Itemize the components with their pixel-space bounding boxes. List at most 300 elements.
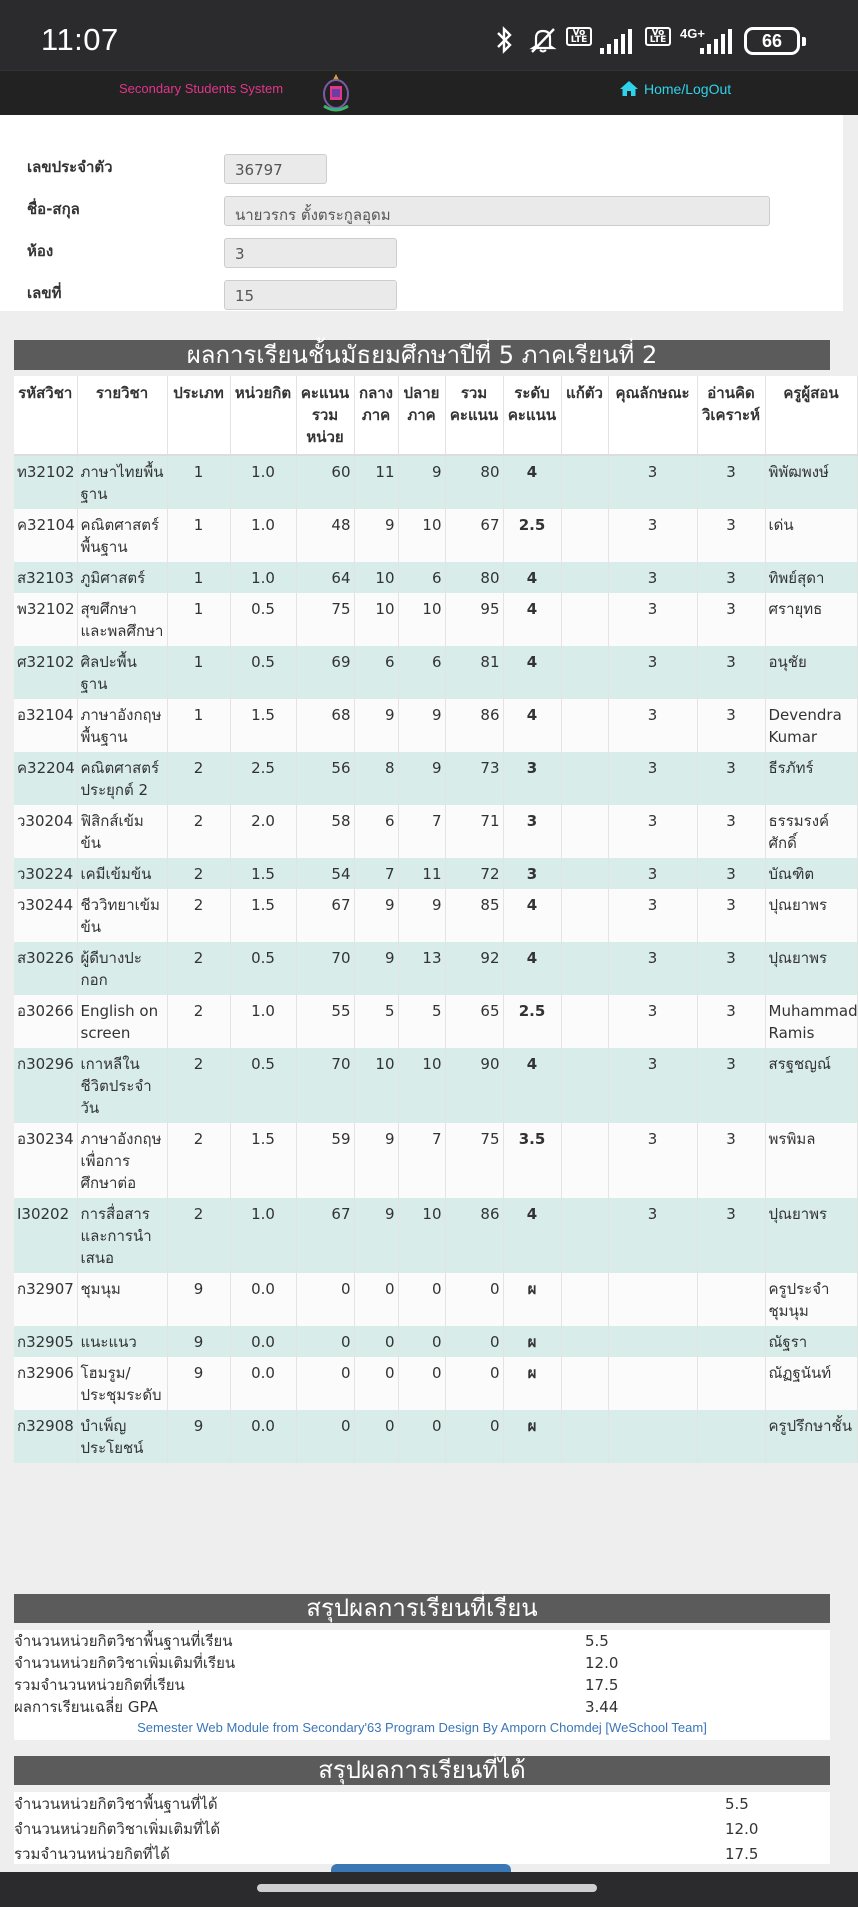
cell-read: 3: [697, 455, 765, 509]
cell-total: 85: [445, 889, 503, 942]
cell-type: 1: [167, 593, 230, 646]
column-header-final: ปลายภาค: [398, 376, 445, 455]
cell-type: 9: [167, 1410, 230, 1463]
summary-label: จำนวนหน่วยกิตวิชาเพิ่มเติมที่เรียน: [14, 1654, 236, 1672]
cell-total: 80: [445, 455, 503, 509]
cell-total: 73: [445, 752, 503, 805]
column-header-mid: กลางภาค: [354, 376, 398, 455]
cell-name: คณิตศาสตร์พื้นฐาน: [77, 509, 167, 562]
cell-char: [608, 1410, 697, 1463]
cell-unit: 67: [296, 1198, 354, 1273]
cell-code: ก32906: [14, 1357, 77, 1410]
network-type: 4G+: [680, 26, 705, 41]
cell-final: 6: [398, 562, 445, 593]
cell-final: 9: [398, 752, 445, 805]
cell-retake: [561, 1048, 608, 1123]
column-header-total: รวมคะแนน: [445, 376, 503, 455]
cell-final: 6: [398, 646, 445, 699]
credit-line[interactable]: Semester Web Module from Secondary'63 Program Design By Amporn Chomdej [WeSchool Team]: [137, 1720, 707, 1735]
cell-unit: 64: [296, 562, 354, 593]
battery-icon: 66: [744, 27, 800, 55]
student-info-panel: [0, 115, 843, 311]
cell-unit: 0: [296, 1273, 354, 1326]
cell-unit: 48: [296, 509, 354, 562]
cell-read: 3: [697, 858, 765, 889]
cell-read: 3: [697, 1123, 765, 1198]
cell-credit: 1.0: [230, 562, 296, 593]
cell-type: 1: [167, 509, 230, 562]
cell-retake: [561, 995, 608, 1048]
cell-grade: 4: [503, 699, 561, 752]
cell-type: 2: [167, 942, 230, 995]
home-logout-link[interactable]: [620, 81, 731, 97]
cell-total: 0: [445, 1326, 503, 1357]
cell-unit: 58: [296, 805, 354, 858]
table-row: [14, 1326, 857, 1357]
summary-row: [14, 1696, 830, 1718]
cell-code: ว30204: [14, 805, 77, 858]
cell-final: 9: [398, 889, 445, 942]
volte-text-2: Vo LTE: [649, 28, 667, 45]
column-header-unit: คะแนนรวมหน่วย: [296, 376, 354, 455]
cell-final: 13: [398, 942, 445, 995]
cell-teacher: ปุณยาพร: [765, 1198, 857, 1273]
summary-label: ผลการเรียนเฉลี่ย GPA: [14, 1698, 158, 1716]
cell-mid: 10: [354, 562, 398, 593]
cell-grade: 4: [503, 889, 561, 942]
cell-grade: ผ: [503, 1410, 561, 1463]
volte-text: Vo LTE: [570, 28, 588, 45]
cell-unit: 0: [296, 1410, 354, 1463]
cell-read: 3: [697, 752, 765, 805]
cell-char: [608, 1357, 697, 1410]
bottom-button[interactable]: [331, 1864, 511, 1872]
cell-final: 11: [398, 858, 445, 889]
cell-grade: 4: [503, 1198, 561, 1273]
student-id-field: 36797: [224, 154, 327, 184]
cell-teacher: อนุชัย: [765, 646, 857, 699]
cell-teacher: ปุณยาพร: [765, 942, 857, 995]
cell-teacher: สรฐชญณ์: [765, 1048, 857, 1123]
cell-code: ก32907: [14, 1273, 77, 1326]
cell-teacher: ปุณยาพร: [765, 889, 857, 942]
cell-final: 0: [398, 1273, 445, 1326]
cell-final: 7: [398, 1123, 445, 1198]
column-header-credit: หน่วยกิต: [230, 376, 296, 455]
cell-mid: 10: [354, 1048, 398, 1123]
cell-char: 3: [608, 858, 697, 889]
table-row: [14, 1410, 857, 1463]
signal-icon: [598, 26, 638, 56]
cell-name: แนะแนว: [77, 1326, 167, 1357]
cell-char: 3: [608, 889, 697, 942]
summary-value: 5.5: [725, 1795, 749, 1813]
brand-title[interactable]: Secondary Students System: [119, 81, 284, 96]
table-row: [14, 1048, 857, 1123]
cell-final: 0: [398, 1357, 445, 1410]
cell-name: ฟิสิกส์เข้มข้น: [77, 805, 167, 858]
cell-code: ว30224: [14, 858, 77, 889]
student-id-label: เลขประจำตัว: [27, 158, 113, 176]
summary-studied-heading: สรุปผลการเรียนที่เรียน: [14, 1594, 830, 1623]
cell-final: 10: [398, 1198, 445, 1273]
cell-teacher: Muhammad Ramis: [765, 995, 857, 1048]
cell-credit: 0.5: [230, 646, 296, 699]
cell-read: 3: [697, 562, 765, 593]
student-name-label: ชื่อ-สกุล: [27, 200, 80, 218]
cell-char: 3: [608, 593, 697, 646]
cell-teacher: ทิพย์สุดา: [765, 562, 857, 593]
cell-read: 3: [697, 1048, 765, 1123]
table-row: [14, 646, 857, 699]
cell-code: ค32204: [14, 752, 77, 805]
cell-grade: 4: [503, 646, 561, 699]
cell-read: 3: [697, 942, 765, 995]
cell-grade: 2.5: [503, 995, 561, 1048]
table-row: [14, 995, 857, 1048]
cell-grade: ผ: [503, 1273, 561, 1326]
cell-type: 1: [167, 562, 230, 593]
cell-read: [697, 1410, 765, 1463]
cell-credit: 1.5: [230, 889, 296, 942]
cell-unit: 67: [296, 889, 354, 942]
cell-teacher: ณัฐรา: [765, 1326, 857, 1357]
cell-credit: 1.0: [230, 509, 296, 562]
cell-type: 2: [167, 889, 230, 942]
cell-total: 67: [445, 509, 503, 562]
summary-row: [14, 1792, 830, 1817]
cell-mid: 11: [354, 455, 398, 509]
cell-total: 0: [445, 1357, 503, 1410]
cell-retake: [561, 1357, 608, 1410]
cell-credit: 0.0: [230, 1357, 296, 1410]
cell-credit: 0.5: [230, 942, 296, 995]
cell-grade: 3: [503, 805, 561, 858]
cell-name: ศิลปะพื้นฐาน: [77, 646, 167, 699]
cell-char: 3: [608, 995, 697, 1048]
summary-label: จำนวนหน่วยกิตวิชาเพิ่มเติมที่ได้: [14, 1820, 221, 1838]
status-time: 11:07: [41, 22, 119, 57]
cell-total: 72: [445, 858, 503, 889]
cell-retake: [561, 562, 608, 593]
cell-name: ภาษาไทยพื้นฐาน: [77, 455, 167, 509]
cell-name: English on screen: [77, 995, 167, 1048]
cell-read: 3: [697, 995, 765, 1048]
cell-char: 3: [608, 1048, 697, 1123]
cell-read: 3: [697, 699, 765, 752]
cell-type: 2: [167, 805, 230, 858]
table-row: [14, 942, 857, 995]
table-row: [14, 455, 857, 509]
cell-grade: 3: [503, 858, 561, 889]
cell-retake: [561, 646, 608, 699]
cell-read: 3: [697, 1198, 765, 1273]
cell-mid: 0: [354, 1410, 398, 1463]
cell-char: 3: [608, 1198, 697, 1273]
cell-credit: 2.0: [230, 805, 296, 858]
cell-credit: 0.5: [230, 593, 296, 646]
cell-total: 92: [445, 942, 503, 995]
cell-teacher: Devendra Kumar: [765, 699, 857, 752]
cell-name: ภาษาอังกฤษพื้นฐาน: [77, 699, 167, 752]
cell-total: 65: [445, 995, 503, 1048]
table-row: [14, 805, 857, 858]
table-row: [14, 752, 857, 805]
summary-row: [14, 1674, 830, 1696]
cell-teacher: ครูปรึกษาชั้น: [765, 1410, 857, 1463]
cell-read: 3: [697, 889, 765, 942]
cell-final: 0: [398, 1410, 445, 1463]
bluetooth-icon: [494, 25, 516, 55]
cell-mid: 9: [354, 889, 398, 942]
cell-total: 71: [445, 805, 503, 858]
home-indicator[interactable]: [257, 1884, 597, 1892]
column-header-name: รายวิชา: [77, 376, 167, 455]
cell-total: 90: [445, 1048, 503, 1123]
summary-earned-heading: สรุปผลการเรียนที่ได้: [14, 1756, 830, 1785]
cell-code: ก32905: [14, 1326, 77, 1357]
cell-mid: 7: [354, 858, 398, 889]
cell-char: [608, 1326, 697, 1357]
cell-grade: 4: [503, 562, 561, 593]
table-row: [14, 1123, 857, 1198]
student-name-field: นายวรกร ตั้งตระกูลอุดม: [224, 196, 770, 226]
cell-name: โฮมรูม/ประชุมระดับ: [77, 1357, 167, 1410]
cell-final: 5: [398, 995, 445, 1048]
summary-value: 12.0: [725, 1820, 759, 1838]
cell-teacher: พรพิมล: [765, 1123, 857, 1198]
cell-code: พ32102: [14, 593, 77, 646]
cell-mid: 0: [354, 1273, 398, 1326]
cell-type: 2: [167, 1198, 230, 1273]
cell-credit: 1.5: [230, 1123, 296, 1198]
cell-unit: 55: [296, 995, 354, 1048]
cell-unit: 70: [296, 942, 354, 995]
cell-final: 10: [398, 1048, 445, 1123]
cell-type: 2: [167, 858, 230, 889]
navbar: [0, 70, 858, 115]
cell-retake: [561, 858, 608, 889]
cell-char: [608, 1273, 697, 1326]
cell-code: ส32103: [14, 562, 77, 593]
cell-credit: 0.0: [230, 1326, 296, 1357]
cell-credit: 1.0: [230, 1198, 296, 1273]
summary-row: [14, 1652, 830, 1674]
summary-value: 3.44: [585, 1698, 619, 1716]
table-row: [14, 593, 857, 646]
cell-grade: 4: [503, 455, 561, 509]
room-label: ห้อง: [27, 242, 54, 260]
cell-retake: [561, 699, 608, 752]
summary-row: [14, 1630, 830, 1652]
column-header-char: คุณลักษณะ: [608, 376, 697, 455]
home-logout-label: Home/LogOut: [644, 81, 732, 97]
mute-icon: [528, 25, 558, 55]
cell-credit: 2.5: [230, 752, 296, 805]
cell-mid: 8: [354, 752, 398, 805]
cell-type: 2: [167, 1048, 230, 1123]
summary-value: 5.5: [585, 1632, 609, 1650]
cell-mid: 5: [354, 995, 398, 1048]
summary-value: 17.5: [725, 1845, 759, 1863]
cell-code: ท32102: [14, 455, 77, 509]
cell-read: 3: [697, 805, 765, 858]
cell-total: 81: [445, 646, 503, 699]
cell-teacher: บัณฑิต: [765, 858, 857, 889]
cell-char: 3: [608, 455, 697, 509]
cell-name: ชุมนุม: [77, 1273, 167, 1326]
cell-name: เคมีเข้มข้น: [77, 858, 167, 889]
number-field: 15: [224, 280, 397, 310]
cell-type: 2: [167, 1123, 230, 1198]
cell-char: 3: [608, 942, 697, 995]
summary-value: 12.0: [585, 1654, 619, 1672]
cell-mid: 10: [354, 593, 398, 646]
column-header-type: ประเภท: [167, 376, 230, 455]
cell-total: 0: [445, 1410, 503, 1463]
school-logo-icon: [320, 72, 352, 114]
summary-row: [14, 1817, 830, 1842]
cell-retake: [561, 1198, 608, 1273]
cell-unit: 60: [296, 455, 354, 509]
cell-retake: [561, 593, 608, 646]
cell-unit: 56: [296, 752, 354, 805]
cell-retake: [561, 805, 608, 858]
cell-total: 95: [445, 593, 503, 646]
cell-type: 2: [167, 752, 230, 805]
cell-final: 10: [398, 593, 445, 646]
cell-name: เกาหลีในชีวิตประจำวัน: [77, 1048, 167, 1123]
cell-read: 3: [697, 593, 765, 646]
cell-type: 9: [167, 1326, 230, 1357]
cell-retake: [561, 1123, 608, 1198]
cell-mid: 0: [354, 1326, 398, 1357]
cell-teacher: ครูประจำชุมนุม: [765, 1273, 857, 1326]
cell-name: คณิตศาสตร์ประยุกต์ 2: [77, 752, 167, 805]
column-header-read: อ่านคิดวิเคราะห์: [697, 376, 765, 455]
number-label: เลขที่: [27, 284, 62, 302]
cell-char: 3: [608, 805, 697, 858]
cell-grade: 4: [503, 593, 561, 646]
cell-mid: 9: [354, 942, 398, 995]
cell-grade: ผ: [503, 1326, 561, 1357]
cell-type: 9: [167, 1273, 230, 1326]
cell-unit: 68: [296, 699, 354, 752]
cell-code: อ30234: [14, 1123, 77, 1198]
cell-retake: [561, 509, 608, 562]
cell-mid: 0: [354, 1357, 398, 1410]
cell-total: 86: [445, 699, 503, 752]
cell-credit: 1.5: [230, 699, 296, 752]
cell-char: 3: [608, 1123, 697, 1198]
home-icon: [620, 81, 638, 96]
cell-read: 3: [697, 509, 765, 562]
cell-unit: 69: [296, 646, 354, 699]
cell-unit: 54: [296, 858, 354, 889]
cell-read: [697, 1326, 765, 1357]
cell-final: 9: [398, 455, 445, 509]
cell-char: 3: [608, 646, 697, 699]
results-heading: ผลการเรียนชั้นมัธยมศึกษาปีที่ 5 ภาคเรียนที่ 2: [14, 340, 830, 370]
cell-unit: 75: [296, 593, 354, 646]
cell-type: 1: [167, 699, 230, 752]
cell-total: 75: [445, 1123, 503, 1198]
signal-4g-icon: [698, 28, 738, 56]
table-row: [14, 889, 857, 942]
cell-unit: 59: [296, 1123, 354, 1198]
cell-code: อ30266: [14, 995, 77, 1048]
cell-unit: 0: [296, 1357, 354, 1410]
table-row: [14, 562, 857, 593]
cell-final: 9: [398, 699, 445, 752]
cell-grade: 4: [503, 1048, 561, 1123]
cell-code: ศ32102: [14, 646, 77, 699]
table-row: [14, 1198, 857, 1273]
cell-char: 3: [608, 562, 697, 593]
cell-unit: 0: [296, 1326, 354, 1357]
cell-credit: 0.0: [230, 1273, 296, 1326]
summary-value: 17.5: [585, 1676, 619, 1694]
table-row: [14, 699, 857, 752]
cell-code: ว30244: [14, 889, 77, 942]
cell-teacher: ณัฏฐนันท์: [765, 1357, 857, 1410]
cell-code: ก32908: [14, 1410, 77, 1463]
cell-name: ภาษาอังกฤษเพื่อการศึกษาต่อ: [77, 1123, 167, 1198]
table-row: [14, 858, 857, 889]
cell-code: ค32104: [14, 509, 77, 562]
volte-icon-2: [645, 27, 671, 46]
cell-char: 3: [608, 509, 697, 562]
cell-credit: 0.5: [230, 1048, 296, 1123]
cell-final: 7: [398, 805, 445, 858]
cell-teacher: ธีรภัทร์: [765, 752, 857, 805]
cell-code: ก30296: [14, 1048, 77, 1123]
summary-label: รวมจำนวนหน่วยกิตที่ได้: [14, 1845, 170, 1863]
cell-code: ส30226: [14, 942, 77, 995]
cell-retake: [561, 1326, 608, 1357]
cell-mid: 9: [354, 509, 398, 562]
cell-credit: 0.0: [230, 1410, 296, 1463]
cell-mid: 9: [354, 1198, 398, 1273]
cell-code: I30202: [14, 1198, 77, 1273]
cell-name: บำเพ็ญประโยชน์: [77, 1410, 167, 1463]
cell-teacher: พิพัฒพงษ์: [765, 455, 857, 509]
cell-retake: [561, 1273, 608, 1326]
cell-retake: [561, 752, 608, 805]
cell-final: 0: [398, 1326, 445, 1357]
cell-mid: 9: [354, 1123, 398, 1198]
cell-name: ภูมิศาสตร์: [77, 562, 167, 593]
cell-type: 1: [167, 646, 230, 699]
cell-read: 3: [697, 646, 765, 699]
summary-label: จำนวนหน่วยกิตวิชาพื้นฐานที่ได้: [14, 1795, 218, 1813]
cell-teacher: เด่น: [765, 509, 857, 562]
volte-icon: [566, 27, 592, 46]
column-header-code: รหัสวิชา: [14, 376, 77, 455]
cell-teacher: ธรรมรงค์ศักดิ์: [765, 805, 857, 858]
cell-mid: 9: [354, 699, 398, 752]
summary-label: จำนวนหน่วยกิตวิชาพื้นฐานที่เรียน: [14, 1632, 233, 1650]
column-header-teacher: ครูผู้สอน: [765, 376, 857, 455]
cell-total: 80: [445, 562, 503, 593]
cell-total: 86: [445, 1198, 503, 1273]
cell-grade: ผ: [503, 1357, 561, 1410]
cell-final: 10: [398, 509, 445, 562]
cell-name: ชีววิทยาเข้มข้น: [77, 889, 167, 942]
cell-grade: 3: [503, 752, 561, 805]
cell-retake: [561, 1410, 608, 1463]
cell-mid: 6: [354, 805, 398, 858]
